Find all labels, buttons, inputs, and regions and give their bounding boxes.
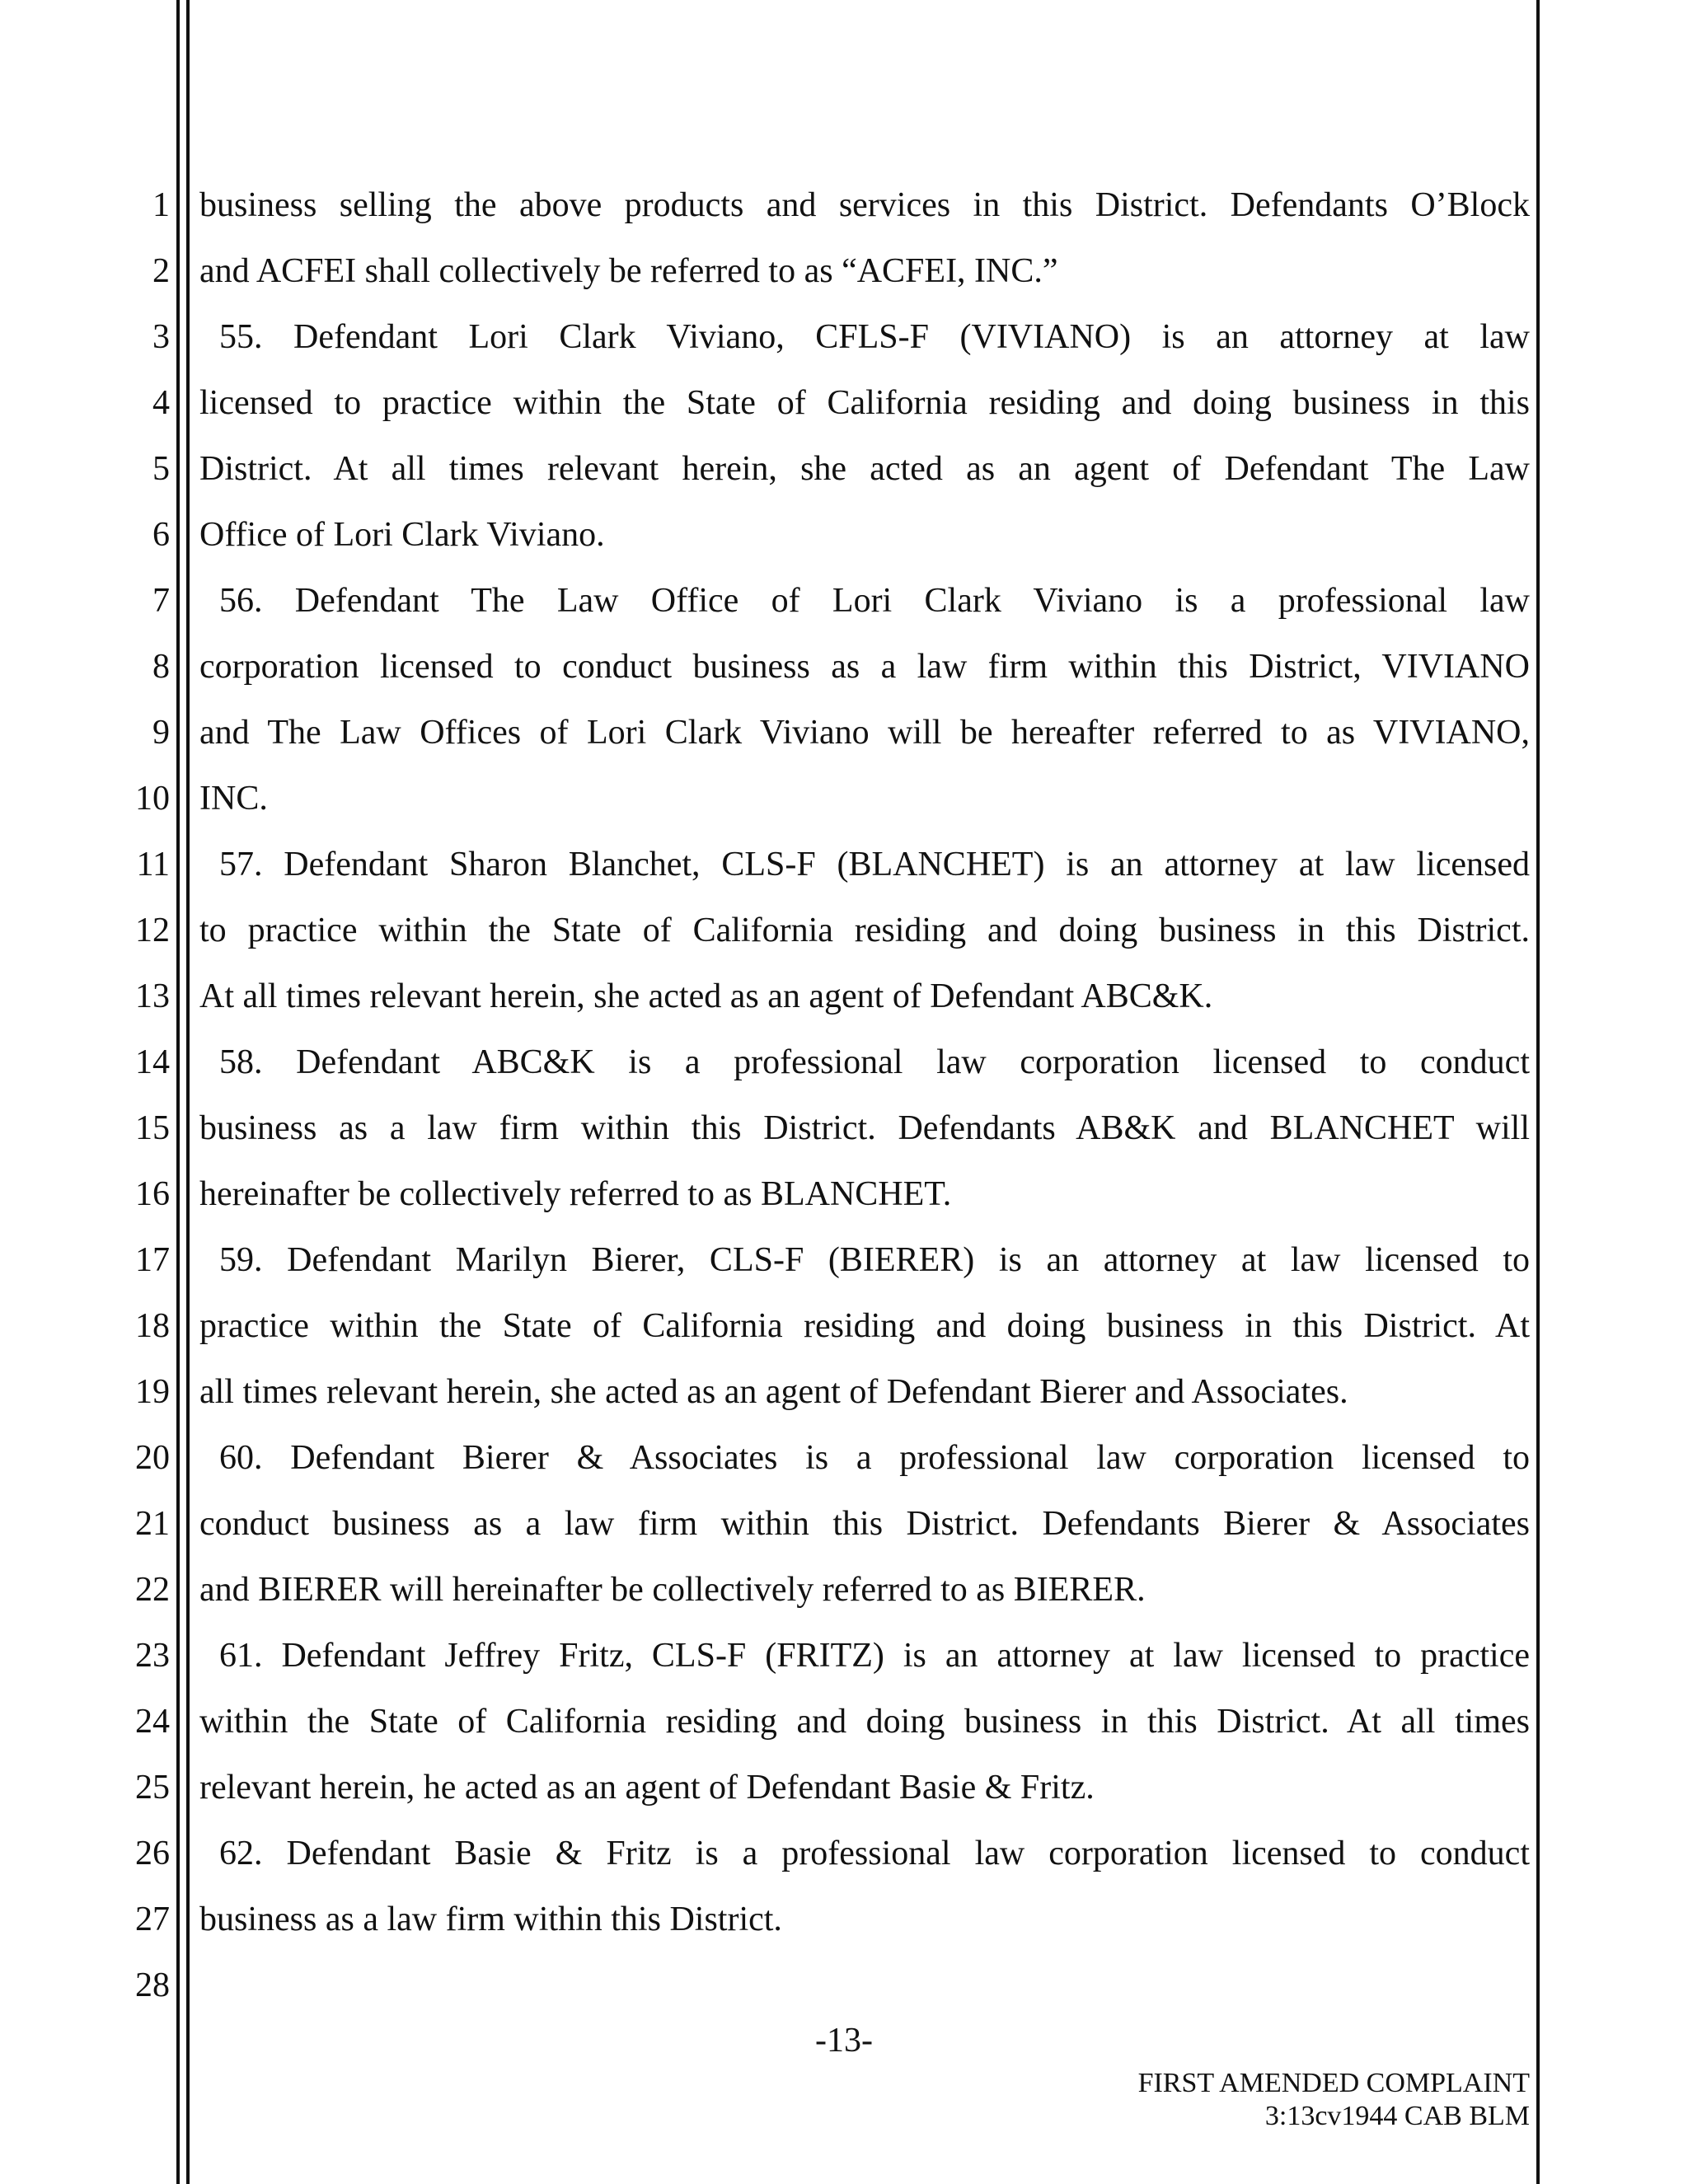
text-line: business selling the above products and services in this District. Defendants O’Block xyxy=(199,186,1530,224)
text-line: relevant herein, he acted as an agent of Defendant Basie & Fritz. xyxy=(199,1769,1095,1807)
text-line: corporation licensed to conduct business as a law firm within this District, VIVIANO xyxy=(199,648,1530,686)
text-line: INC. xyxy=(199,780,268,818)
line-number: 12 xyxy=(135,912,170,949)
line-number: 2 xyxy=(152,252,170,290)
line-number: 11 xyxy=(136,846,170,883)
line-number: 24 xyxy=(135,1703,170,1741)
paragraph-59-start: 59. Defendant Marilyn Bierer, CLS-F (BIERER) is an attorney at law licensed to xyxy=(219,1241,1530,1279)
line-number: 10 xyxy=(135,780,170,818)
line-number: 1 xyxy=(152,186,170,224)
line-number: 16 xyxy=(135,1175,170,1213)
text-line: and ACFEI shall collectively be referred to as “ACFEI, INC.” xyxy=(199,252,1058,290)
text-line: District. At all times relevant herein, she acted as an agent of Defendant The Law xyxy=(199,450,1530,488)
text-line: all times relevant herein, she acted as an agent of Defendant Bierer and Associates. xyxy=(199,1373,1348,1411)
footer-case-number: 3:13cv1944 CAB BLM xyxy=(1264,2101,1530,2131)
line-number: 9 xyxy=(152,714,170,752)
line-number: 19 xyxy=(135,1373,170,1411)
text-line: At all times relevant herein, she acted as an agent of Defendant ABC&K. xyxy=(199,977,1213,1015)
document-footer xyxy=(953,2067,1530,2133)
line-number: 17 xyxy=(135,1241,170,1279)
line-number: 21 xyxy=(135,1505,170,1543)
line-number: 20 xyxy=(135,1439,170,1477)
line-number: 6 xyxy=(152,516,170,554)
line-number: 14 xyxy=(135,1043,170,1081)
text-line: to practice within the State of California residing and doing business in this District. xyxy=(199,912,1530,949)
line-number: 28 xyxy=(135,1966,170,2004)
line-number: 8 xyxy=(152,648,170,686)
text-line: and BIERER will hereinafter be collectively referred to as BIERER. xyxy=(199,1571,1146,1609)
line-number: 18 xyxy=(135,1307,170,1345)
left-margin-rule-outer xyxy=(176,0,180,2184)
text-line: business as a law firm within this District. xyxy=(199,1900,782,1938)
line-number: 27 xyxy=(135,1900,170,1938)
text-line: hereinafter be collectively referred to as BLANCHET. xyxy=(199,1175,952,1213)
text-line: within the State of California residing and doing business in this District. At all times xyxy=(199,1703,1530,1741)
line-number: 7 xyxy=(152,582,170,620)
paragraph-62-start: 62. Defendant Basie & Fritz is a professional law corporation licensed to conduct xyxy=(219,1835,1530,1872)
text-line: practice within the State of California residing and doing business in this District. At xyxy=(199,1307,1530,1345)
paragraph-56-start: 56. Defendant The Law Office of Lori Clark Viviano is a professional law xyxy=(219,582,1530,620)
line-number: 13 xyxy=(135,977,170,1015)
paragraph-61-start: 61. Defendant Jeffrey Fritz, CLS-F (FRITZ) is an attorney at law licensed to practice xyxy=(219,1637,1530,1675)
paragraph-55-start: 55. Defendant Lori Clark Viviano, CFLS-F (VIVIANO) is an attorney at law xyxy=(219,318,1530,356)
text-line: licensed to practice within the State of California residing and doing business in this xyxy=(199,384,1530,422)
line-number: 4 xyxy=(152,384,170,422)
page-number: -13- xyxy=(815,2022,873,2060)
left-margin-rule-inner xyxy=(186,0,190,2184)
line-number: 22 xyxy=(135,1571,170,1609)
line-number: 23 xyxy=(135,1637,170,1675)
line-number: 25 xyxy=(135,1769,170,1807)
paragraph-58-start: 58. Defendant ABC&K is a professional law corporation licensed to conduct xyxy=(219,1043,1530,1081)
paragraph-57-start: 57. Defendant Sharon Blanchet, CLS-F (BLANCHET) is an attorney at law licensed xyxy=(219,846,1530,883)
text-line: business as a law firm within this District. Defendants AB&K and BLANCHET will xyxy=(199,1109,1530,1147)
text-line: conduct business as a law firm within this District. Defendants Bierer & Associates xyxy=(199,1505,1530,1543)
line-number: 15 xyxy=(135,1109,170,1147)
line-number: 26 xyxy=(135,1835,170,1872)
line-number: 5 xyxy=(152,450,170,488)
paragraph-60-start: 60. Defendant Bierer & Associates is a professional law corporation licensed to xyxy=(219,1439,1530,1477)
text-line: and The Law Offices of Lori Clark Viviano will be hereafter referred to as VIVIANO, xyxy=(199,714,1530,752)
right-margin-rule xyxy=(1536,0,1540,2184)
footer-title: FIRST AMENDED COMPLAINT xyxy=(1137,2068,1530,2098)
text-line: Office of Lori Clark Viviano. xyxy=(199,516,605,554)
line-number: 3 xyxy=(152,318,170,356)
